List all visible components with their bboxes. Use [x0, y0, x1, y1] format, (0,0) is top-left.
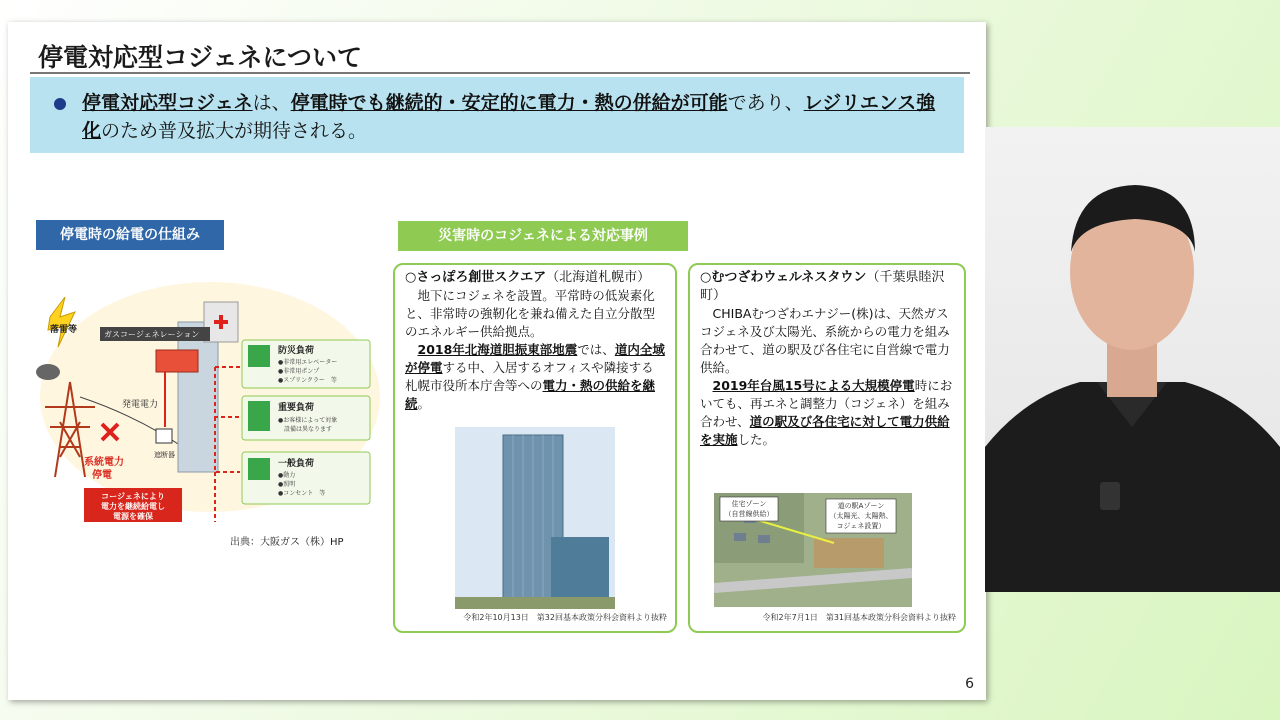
case-highlight: 2019年台風15号による大規模停電: [712, 378, 915, 393]
zone-label: 住宅ゾーン: [731, 500, 767, 508]
case-card-sapporo: [393, 263, 677, 633]
summary-bold-2: 停電時でも継続的・安定的に電力・熱の併給が可能: [290, 92, 728, 114]
case-description: CHIBAむつざわエナジー(株)は、天然ガスコジェネ及び太陽光、系統からの電力を組み合わせて、道の駅及び各住宅に自営線で電力供給。: [700, 306, 950, 375]
power-supply-diagram: [20, 272, 380, 522]
case-title-place: （千葉県睦沢町）: [700, 270, 945, 303]
case-caption: 令和2年10月13日 第32回基本政策分科会資料より抜粋: [463, 613, 667, 622]
presenter-video: [985, 127, 1280, 592]
smoke-icon: [36, 364, 60, 380]
cogeneration-note-box: [84, 488, 182, 522]
note-line: コージェネにより: [101, 492, 165, 501]
slide-title: 停電対応型コジェネについて: [38, 43, 363, 72]
case-text: 時においても、再エネと調整力（コジェネ）を組み合わせ、: [700, 378, 953, 429]
case-title: [700, 269, 954, 305]
disaster-load-item: ●スプリンクラー 等: [278, 377, 337, 384]
case-title: [405, 269, 665, 287]
summary-box: [30, 77, 964, 153]
important-load-item: 設備は異なります: [278, 426, 333, 433]
note-line: 電力を継続給電し: [101, 502, 165, 511]
case-text: する中、入居するオフィスや隣接する札幌市役所本庁舎等への: [405, 360, 654, 393]
generated-power-label: 発電電力: [122, 400, 159, 410]
important-load-title: 重要負荷: [278, 403, 315, 413]
general-load-item: ●動力: [278, 472, 296, 479]
general-load-item: ●照明: [278, 481, 296, 488]
grid-power-label: 系統電力: [84, 457, 124, 468]
page-number: 6: [965, 676, 974, 692]
wellness-town-aerial-photo: [714, 493, 912, 607]
case-highlight: 電力・熱の供給を継続: [405, 378, 656, 411]
case-text: 。: [417, 396, 431, 411]
cogeneration-unit-icon: [156, 350, 198, 372]
important-load-item: ●お客様によって対象: [278, 417, 338, 424]
zone-label: 道の駅Aゾーン: [837, 502, 885, 510]
diagram-source: 出典：大阪ガス（株）HP: [230, 537, 344, 548]
case-outcome: [405, 341, 665, 413]
general-load-box: [242, 452, 370, 504]
summary-bold-3: レジリエンス強化: [82, 92, 936, 142]
bullet-icon: [54, 98, 66, 110]
case-caption: 令和2年7月1日 第31回基本政策分科会資料より抜粋: [762, 613, 956, 622]
case-title-place: （北海道札幌市）: [546, 270, 651, 285]
disaster-load-item: ●非常用エレベーター: [278, 359, 338, 366]
left-section-heading: 停電時の給電の仕組み: [36, 220, 224, 250]
summary-text-2: であり、: [727, 92, 804, 114]
outage-label: 停電: [92, 470, 112, 481]
gas-cogen-label: ガスコージェネレーション: [104, 330, 200, 339]
microphone-icon: [1100, 482, 1120, 510]
zone-label: （太陽光、太陽熱、: [829, 512, 893, 520]
breaker-label: 遮断器: [154, 451, 175, 459]
general-load-item: ●コンセント 等: [278, 490, 326, 497]
sapporo-building-photo: [455, 427, 615, 609]
note-line: 電源を確保: [113, 512, 153, 521]
case-card-mutsuzawa: [688, 263, 966, 633]
case-description: 地下にコジェネを設置。平常時の低炭素化と、非常時の強靭化を兼ね備えた自立分散型のエネルギー供給拠点。: [405, 288, 656, 339]
general-load-title: 一般負荷: [278, 459, 315, 469]
case-outcome: [700, 377, 954, 449]
case-title-bold: ○さっぽろ創世スクエア: [405, 270, 547, 285]
case-text: では、: [577, 342, 615, 357]
disaster-load-item: ●非常用ポンプ: [278, 368, 320, 375]
presentation-slide: [8, 22, 986, 700]
title-divider: [30, 72, 970, 74]
summary-text-1: は、: [252, 92, 291, 114]
disaster-load-box: [242, 340, 370, 388]
presenter-image: [985, 127, 1280, 592]
right-section-heading: 災害時のコジェネによる対応事例: [398, 221, 688, 251]
case-text: した。: [737, 432, 776, 447]
zone-label: （自営線供給）: [724, 510, 774, 518]
important-load-box: [242, 396, 370, 440]
summary-text-3: のため普及拡大が期待される。: [101, 120, 368, 142]
case-title-bold: ○むつざわウェルネスタウン: [700, 270, 867, 285]
breaker-icon: [156, 429, 172, 443]
hospital-building: [178, 322, 218, 472]
case-highlight: 2018年北海道胆振東部地震: [417, 342, 578, 357]
lightning-label: 落雷等: [50, 325, 78, 335]
zone-label: コジェネ設置）: [836, 522, 886, 530]
case-highlight: 道内全域が停電: [405, 342, 665, 375]
case-highlight: 道の駅及び各住宅に対して電力供給を実施: [700, 414, 950, 447]
disaster-load-title: 防災負荷: [278, 346, 315, 356]
summary-bold-1: 停電対応型コジェネ: [82, 92, 253, 114]
